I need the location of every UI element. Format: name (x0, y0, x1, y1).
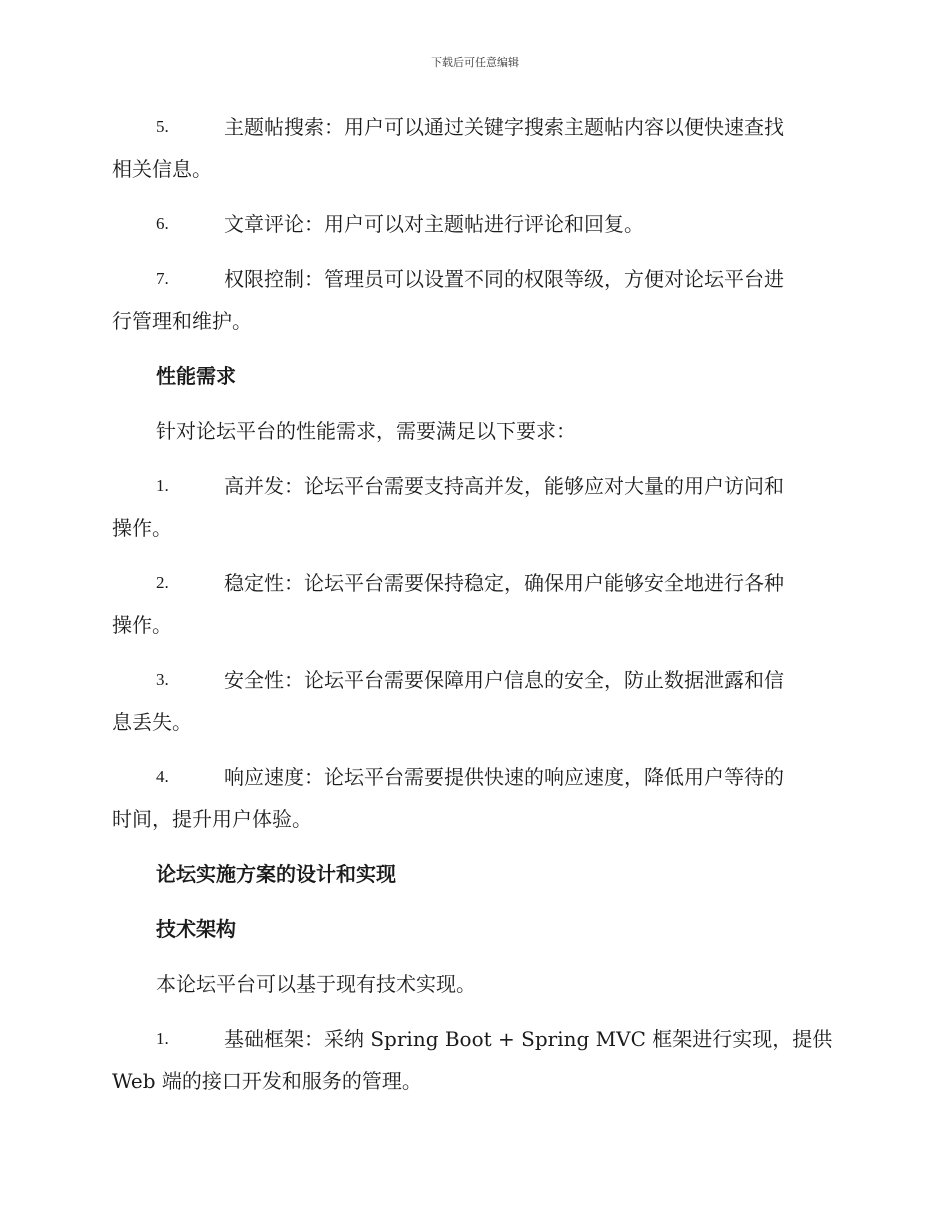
list-item-permission (112, 258, 832, 342)
item-text-continued: 时间，提升用户体验。 (112, 807, 312, 831)
item-text: 安全性：论坛平台需要保障用户信息的安全，防止数据泄露和信 (224, 668, 784, 692)
item-text-continued: 息丢失。 (112, 710, 192, 734)
list-item-search (112, 106, 832, 190)
item-text: 文章评论：用户可以对主题帖进行评论和回复。 (224, 212, 644, 236)
item-number: 1. (156, 476, 169, 495)
item-text-continued: Web 端的接口开发和服务的管理。 (112, 1069, 422, 1093)
item-text: 响应速度：论坛平台需要提供快速的响应速度，降低用户等待的 (224, 765, 784, 789)
item-number: 5. (156, 117, 169, 136)
list-item-response (112, 756, 832, 840)
item-text: 稳定性：论坛平台需要保持稳定，确保用户能够安全地进行各种 (224, 571, 784, 595)
list-item-stability (112, 562, 832, 646)
paragraph-performance-intro: 针对论坛平台的性能需求，需要满足以下要求： (156, 419, 576, 443)
heading-performance: 性能需求 (156, 364, 236, 388)
paragraph-architecture-intro: 本论坛平台可以基于现有技术实现。 (156, 972, 476, 996)
item-number: 2. (156, 573, 169, 592)
item-number: 6. (156, 214, 169, 233)
item-text-continued: 行管理和维护。 (112, 309, 252, 333)
item-number: 1. (156, 1029, 169, 1048)
item-text-continued: 相关信息。 (112, 157, 212, 181)
list-item-comment (112, 203, 832, 245)
list-item-security (112, 659, 832, 743)
page-header: 下载后可任意编辑 (431, 56, 519, 69)
item-number: 4. (156, 767, 169, 786)
item-number: 3. (156, 670, 169, 689)
heading-architecture: 技术架构 (156, 917, 236, 941)
item-text: 基础框架：采纳 Spring Boot + Spring MVC 框架进行实现，提供 (224, 1027, 833, 1051)
item-text: 主题帖搜索：用户可以通过关键字搜索主题帖内容以便快速查找 (224, 115, 784, 139)
item-text: 权限控制：管理员可以设置不同的权限等级，方便对论坛平台进 (224, 267, 784, 291)
item-number: 7. (156, 269, 169, 288)
heading-design: 论坛实施方案的设计和实现 (156, 862, 396, 886)
item-text: 高并发：论坛平台需要支持高并发，能够应对大量的用户访问和 (224, 474, 784, 498)
item-text-continued: 操作。 (112, 516, 172, 540)
list-item-framework (112, 1018, 832, 1102)
list-item-concurrency (112, 465, 832, 549)
item-text-continued: 操作。 (112, 613, 172, 637)
